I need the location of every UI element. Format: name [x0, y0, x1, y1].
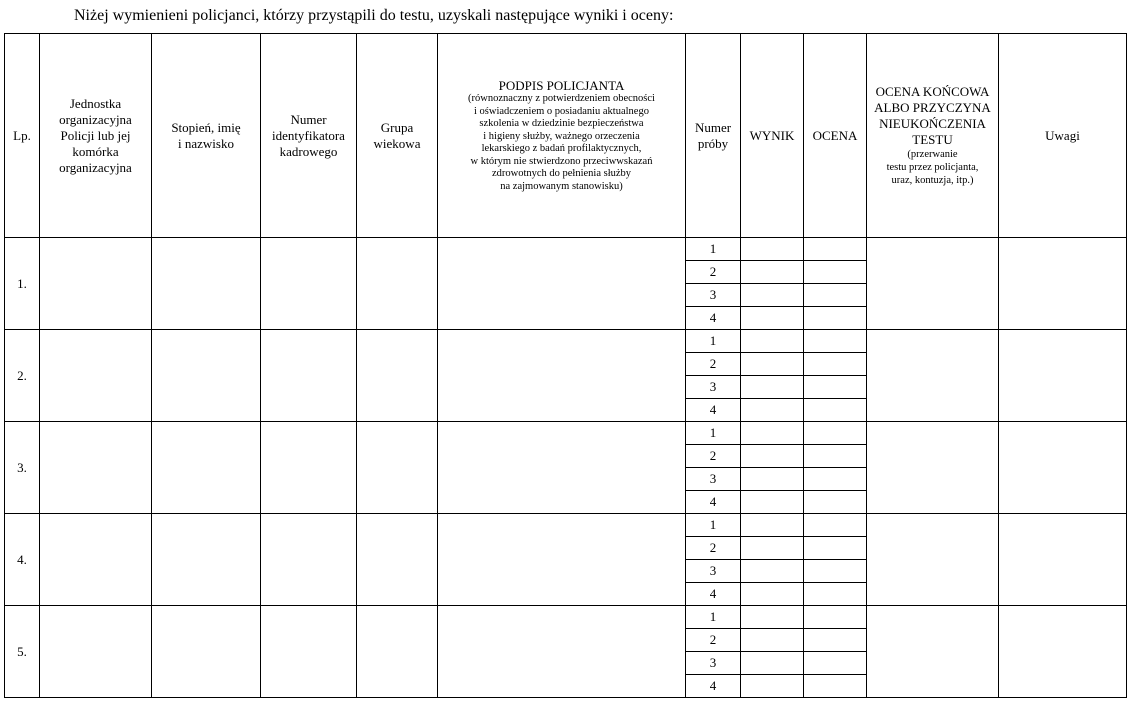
grade-cell[interactable] — [804, 330, 867, 353]
grade-cell[interactable] — [804, 284, 867, 307]
age-group-cell[interactable] — [357, 514, 438, 606]
result-cell[interactable] — [741, 284, 804, 307]
result-cell[interactable] — [741, 445, 804, 468]
lp-cell: 1. — [5, 238, 40, 330]
grade-cell[interactable] — [804, 445, 867, 468]
grade-cell[interactable] — [804, 238, 867, 261]
trial-number-cell: 2 — [686, 629, 741, 652]
final-grade-cell[interactable] — [867, 238, 999, 330]
header-remarks: Uwagi — [999, 34, 1127, 238]
grade-cell[interactable] — [804, 468, 867, 491]
trial-number-cell: 1 — [686, 238, 741, 261]
final-grade-title: OCENA KOŃCOWA ALBO PRZYCZYNA NIEUKOŃCZENIA TESTU — [874, 84, 991, 147]
final-grade-note: (przerwanie testu przez policjanta, uraz, kontuzja, itp.) — [886, 149, 979, 186]
rank-name-cell[interactable] — [152, 330, 261, 422]
intro-text: Niżej wymienieni policjanci, którzy przystąpili do testu, uzyskali następujące wyniki i oceny: — [74, 7, 674, 24]
grade-cell[interactable] — [804, 560, 867, 583]
trial-number-cell: 1 — [686, 514, 741, 537]
rank-name-cell[interactable] — [152, 606, 261, 698]
trial-number-cell: 2 — [686, 445, 741, 468]
header-grade: OCENA — [804, 34, 867, 238]
remarks-cell[interactable] — [999, 606, 1127, 698]
result-cell[interactable] — [741, 560, 804, 583]
final-grade-cell[interactable] — [867, 330, 999, 422]
signature-title: PODPIS POLICJANTA — [498, 78, 625, 93]
grade-cell[interactable] — [804, 261, 867, 284]
table-row — [5, 330, 1127, 353]
remarks-cell[interactable] — [999, 514, 1127, 606]
trial-number-cell: 3 — [686, 376, 741, 399]
unit-cell[interactable] — [40, 238, 152, 330]
header-lp: Lp. — [5, 34, 40, 238]
result-cell[interactable] — [741, 491, 804, 514]
lp-cell: 2. — [5, 330, 40, 422]
grade-cell[interactable] — [804, 629, 867, 652]
signature-cell[interactable] — [438, 514, 686, 606]
result-cell[interactable] — [741, 468, 804, 491]
lp-cell: 4. — [5, 514, 40, 606]
id-number-cell[interactable] — [261, 330, 357, 422]
signature-cell[interactable] — [438, 238, 686, 330]
trial-number-cell: 4 — [686, 491, 741, 514]
grade-cell[interactable] — [804, 514, 867, 537]
grade-cell[interactable] — [804, 606, 867, 629]
result-cell[interactable] — [741, 583, 804, 606]
id-number-cell[interactable] — [261, 238, 357, 330]
table-row — [5, 514, 1127, 537]
table-row — [5, 238, 1127, 261]
rank-name-cell[interactable] — [152, 238, 261, 330]
result-cell[interactable] — [741, 399, 804, 422]
result-cell[interactable] — [741, 238, 804, 261]
grade-cell[interactable] — [804, 307, 867, 330]
age-group-cell[interactable] — [357, 238, 438, 330]
header-row — [5, 34, 1127, 238]
header-rank-name: Stopień, imię i nazwisko — [152, 34, 261, 238]
header-trial-number: Numer próby — [686, 34, 741, 238]
unit-cell[interactable] — [40, 606, 152, 698]
result-cell[interactable] — [741, 514, 804, 537]
header-age-group: Grupa wiekowa — [357, 34, 438, 238]
lp-cell: 3. — [5, 422, 40, 514]
trial-number-cell: 4 — [686, 675, 741, 698]
age-group-cell[interactable] — [357, 606, 438, 698]
trial-number-cell: 1 — [686, 330, 741, 353]
id-number-cell[interactable] — [261, 422, 357, 514]
grade-cell[interactable] — [804, 399, 867, 422]
result-cell[interactable] — [741, 537, 804, 560]
trial-number-cell: 3 — [686, 652, 741, 675]
trial-number-cell: 2 — [686, 353, 741, 376]
unit-cell[interactable] — [40, 514, 152, 606]
table-row — [5, 422, 1127, 445]
trial-number-cell: 2 — [686, 537, 741, 560]
trial-number-cell: 3 — [686, 284, 741, 307]
result-cell[interactable] — [741, 330, 804, 353]
header-signature — [438, 34, 686, 238]
result-cell[interactable] — [741, 376, 804, 399]
result-cell[interactable] — [741, 629, 804, 652]
age-group-cell[interactable] — [357, 422, 438, 514]
remarks-cell[interactable] — [999, 330, 1127, 422]
trial-number-cell: 3 — [686, 468, 741, 491]
trial-number-cell: 4 — [686, 399, 741, 422]
trial-number-cell: 3 — [686, 560, 741, 583]
remarks-cell[interactable] — [999, 422, 1127, 514]
result-cell[interactable] — [741, 675, 804, 698]
trial-number-cell: 1 — [686, 422, 741, 445]
result-cell[interactable] — [741, 261, 804, 284]
results-table — [4, 33, 1127, 698]
result-cell[interactable] — [741, 606, 804, 629]
trial-number-cell: 2 — [686, 261, 741, 284]
grade-cell[interactable] — [804, 376, 867, 399]
result-cell[interactable] — [741, 422, 804, 445]
rank-name-cell[interactable] — [152, 514, 261, 606]
header-result: WYNIK — [741, 34, 804, 238]
lp-cell: 5. — [5, 606, 40, 698]
trial-number-cell: 4 — [686, 307, 741, 330]
grade-cell[interactable] — [804, 353, 867, 376]
grade-cell[interactable] — [804, 675, 867, 698]
result-cell[interactable] — [741, 353, 804, 376]
signature-cell[interactable] — [438, 606, 686, 698]
signature-cell[interactable] — [438, 422, 686, 514]
id-number-cell[interactable] — [261, 606, 357, 698]
grade-cell[interactable] — [804, 583, 867, 606]
grade-cell[interactable] — [804, 652, 867, 675]
trial-number-cell: 4 — [686, 583, 741, 606]
age-group-cell[interactable] — [357, 330, 438, 422]
grade-cell[interactable] — [804, 422, 867, 445]
unit-cell[interactable] — [40, 422, 152, 514]
signature-cell[interactable] — [438, 330, 686, 422]
rank-name-cell[interactable] — [152, 422, 261, 514]
final-grade-cell[interactable] — [867, 606, 999, 698]
final-grade-cell[interactable] — [867, 514, 999, 606]
result-cell[interactable] — [741, 307, 804, 330]
unit-cell[interactable] — [40, 330, 152, 422]
id-number-cell[interactable] — [261, 514, 357, 606]
header-id-number: Numer identyfikatora kadrowego — [261, 34, 357, 238]
signature-note: (równoznaczny z potwierdzeniem obecności i oświadczeniem o posiadaniu aktualnego szkolenia w dziedzinie bezpieczeństwa i higieny służby, ważnego orzeczenia lekarskiego z badań profilaktycznych, w którym nie stwierdzono przeciwwskazań zdrowotnych do pełnienia służby na zajmowanym stanowisku) — [468, 93, 655, 192]
grade-cell[interactable] — [804, 537, 867, 560]
header-unit: Jednostka organizacyjna Policji lub jej komórka organizacyjna — [40, 34, 152, 238]
header-final-grade — [867, 34, 999, 238]
table-row — [5, 606, 1127, 629]
remarks-cell[interactable] — [999, 238, 1127, 330]
final-grade-cell[interactable] — [867, 422, 999, 514]
grade-cell[interactable] — [804, 491, 867, 514]
result-cell[interactable] — [741, 652, 804, 675]
trial-number-cell: 1 — [686, 606, 741, 629]
